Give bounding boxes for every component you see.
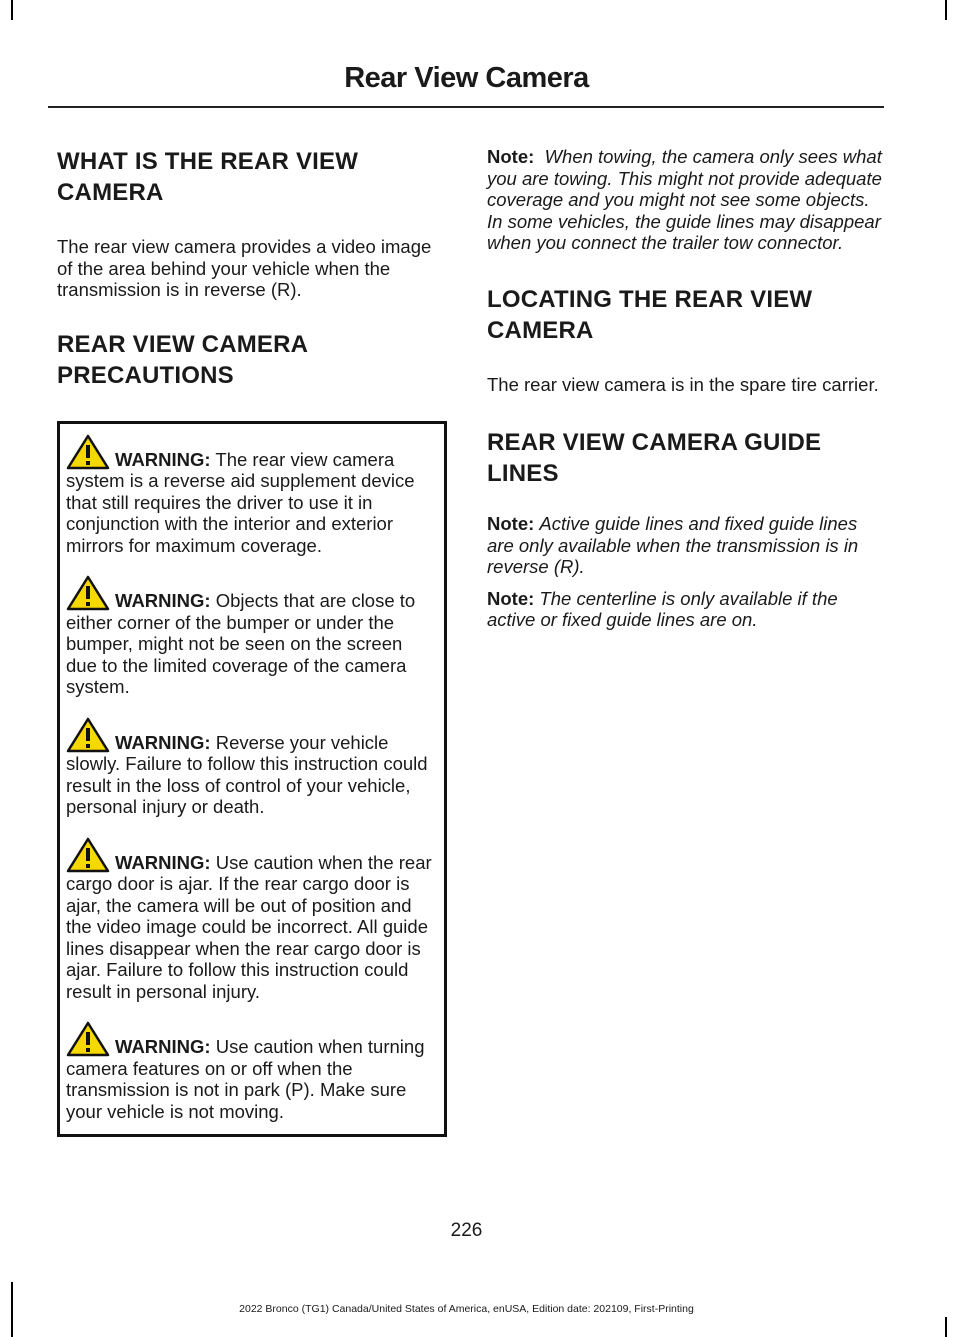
note-label: Note: [487, 587, 535, 609]
crop-mark-top-right [945, 0, 947, 20]
section-body-locating: The rear view camera is in the spare tire carrier. [487, 373, 879, 395]
section-heading-precautions: REAR VIEW CAMERA PRECAUTIONS [57, 330, 309, 389]
warning-box [57, 421, 447, 1138]
right-column [487, 146, 882, 631]
warning-text: The rear view camera system is a reverse aid supplement device that still requires the driver to use it in conjunction with the interior and exterior mirrors for maximum coverage. [66, 448, 415, 556]
note-towing [487, 146, 882, 254]
warning-text: Use caution when turning camera features on or off when the transmission is not in park (P). Make sure your vehicle is not moving. [66, 1036, 425, 1122]
page-footer: 2022 Bronco (TG1) Canada/United States of America, enUSA, Edition date: 202109, First-Printing [239, 1303, 694, 1315]
section-heading-locating: LOCATING THE REAR VIEW CAMERA [487, 285, 813, 344]
warning-triangle-icon [66, 434, 110, 470]
warning-label: WARNING: [115, 1036, 211, 1057]
left-column [57, 146, 447, 1137]
section-body-what-is: The rear view camera provides a video image of the area behind your vehicle when the transmission is in reverse (R). [57, 236, 432, 300]
warning-label: WARNING: [115, 731, 211, 753]
warning-triangle-icon [66, 837, 110, 873]
warning-item [66, 717, 436, 818]
page-number: 226 [450, 1220, 483, 1241]
crop-mark-top-left [11, 0, 13, 20]
header-divider [48, 106, 884, 108]
warning-text: Reverse your vehicle slowly. Failure to follow this instruction could result in the loss of control of your vehicle, personal injury or death. [66, 731, 428, 817]
warning-label: WARNING: [115, 448, 211, 470]
warning-triangle-icon [66, 717, 110, 753]
note-text: When towing, the camera only sees what you are towing. This might not provide adequate coverage and you might not see some objects. In some vehicles, the guide lines may disappear when you connect the trailer tow connector. [487, 146, 882, 253]
crop-mark-bottom-right [945, 1317, 947, 1337]
warning-item [66, 837, 436, 1003]
warning-triangle-icon [66, 575, 110, 611]
warning-triangle-icon [66, 1021, 110, 1057]
warning-label: WARNING: [115, 851, 211, 873]
section-heading-guide-lines: REAR VIEW CAMERA GUIDE LINES [487, 429, 822, 487]
warning-item [66, 575, 436, 698]
section-heading-what-is: WHAT IS THE REAR VIEW CAMERA [57, 148, 359, 206]
warning-text: Use caution when the rear cargo door is ajar. If the rear cargo door is ajar, the camera will be out of position and the video image could be incorrect. All guide lines disappear when the rear cargo door is ajar. Failure to follow this instruction could result in personal injury. [66, 851, 432, 1002]
note-text: Active guide lines and fixed guide lines are only available when the transmission is in reverse (R). [487, 513, 859, 577]
note-centerline [487, 588, 882, 631]
note-label: Note: [487, 513, 535, 534]
warning-item [66, 434, 436, 557]
page-header-title: Rear View Camera [344, 62, 589, 94]
note-text: The centerline is only available if the active or fixed guide lines are on. [487, 587, 838, 630]
note-guide-lines-availability [487, 513, 882, 578]
warning-label: WARNING: [115, 590, 211, 611]
warning-text: Objects that are close to either corner of the bumper or under the bumper, might not be seen on the screen due to the limited coverage of the camera system. [66, 590, 416, 697]
warning-item [66, 1021, 436, 1122]
note-label: Note: [487, 146, 535, 167]
